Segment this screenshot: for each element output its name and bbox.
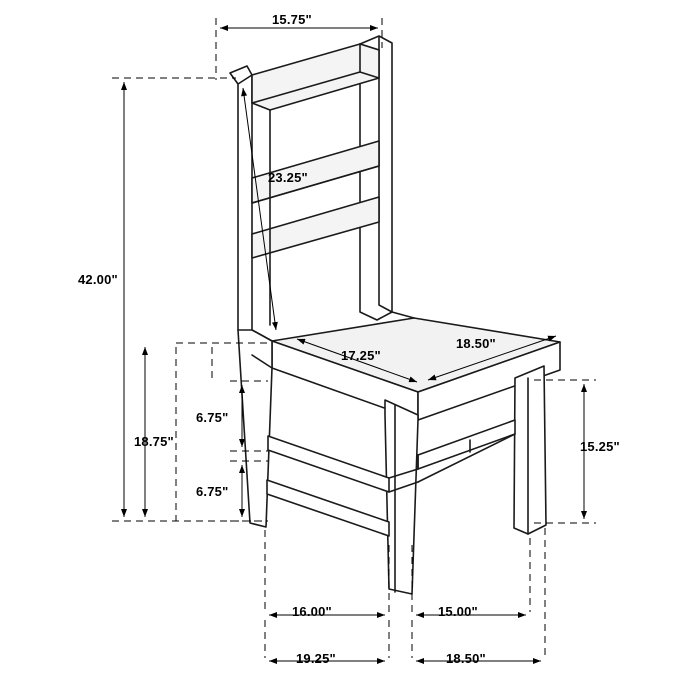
dimension-label-right-side-height: 15.25" (580, 439, 620, 454)
dimension-label-seat-width: 18.50" (456, 336, 496, 351)
dimension-label-overall-width: 18.50" (446, 651, 486, 666)
dimension-label-seat-height: 18.75" (134, 434, 174, 449)
dimension-label-front-leg-depth: 15.00" (438, 604, 478, 619)
dimension-label-lower-stretcher-gap: 6.75" (196, 484, 229, 499)
dimension-label-overall-depth: 19.25" (296, 651, 336, 666)
dimension-label-seat-depth: 17.25" (341, 348, 381, 363)
dimension-label-back-leg-depth: 16.00" (292, 604, 332, 619)
dimension-label-back-height: 23.25" (268, 170, 308, 185)
dimension-label-overall-height: 42.00" (78, 272, 118, 287)
dimension-label-upper-stretcher-gap: 6.75" (196, 410, 229, 425)
dimension-label-top-back-width: 15.75" (272, 12, 312, 27)
